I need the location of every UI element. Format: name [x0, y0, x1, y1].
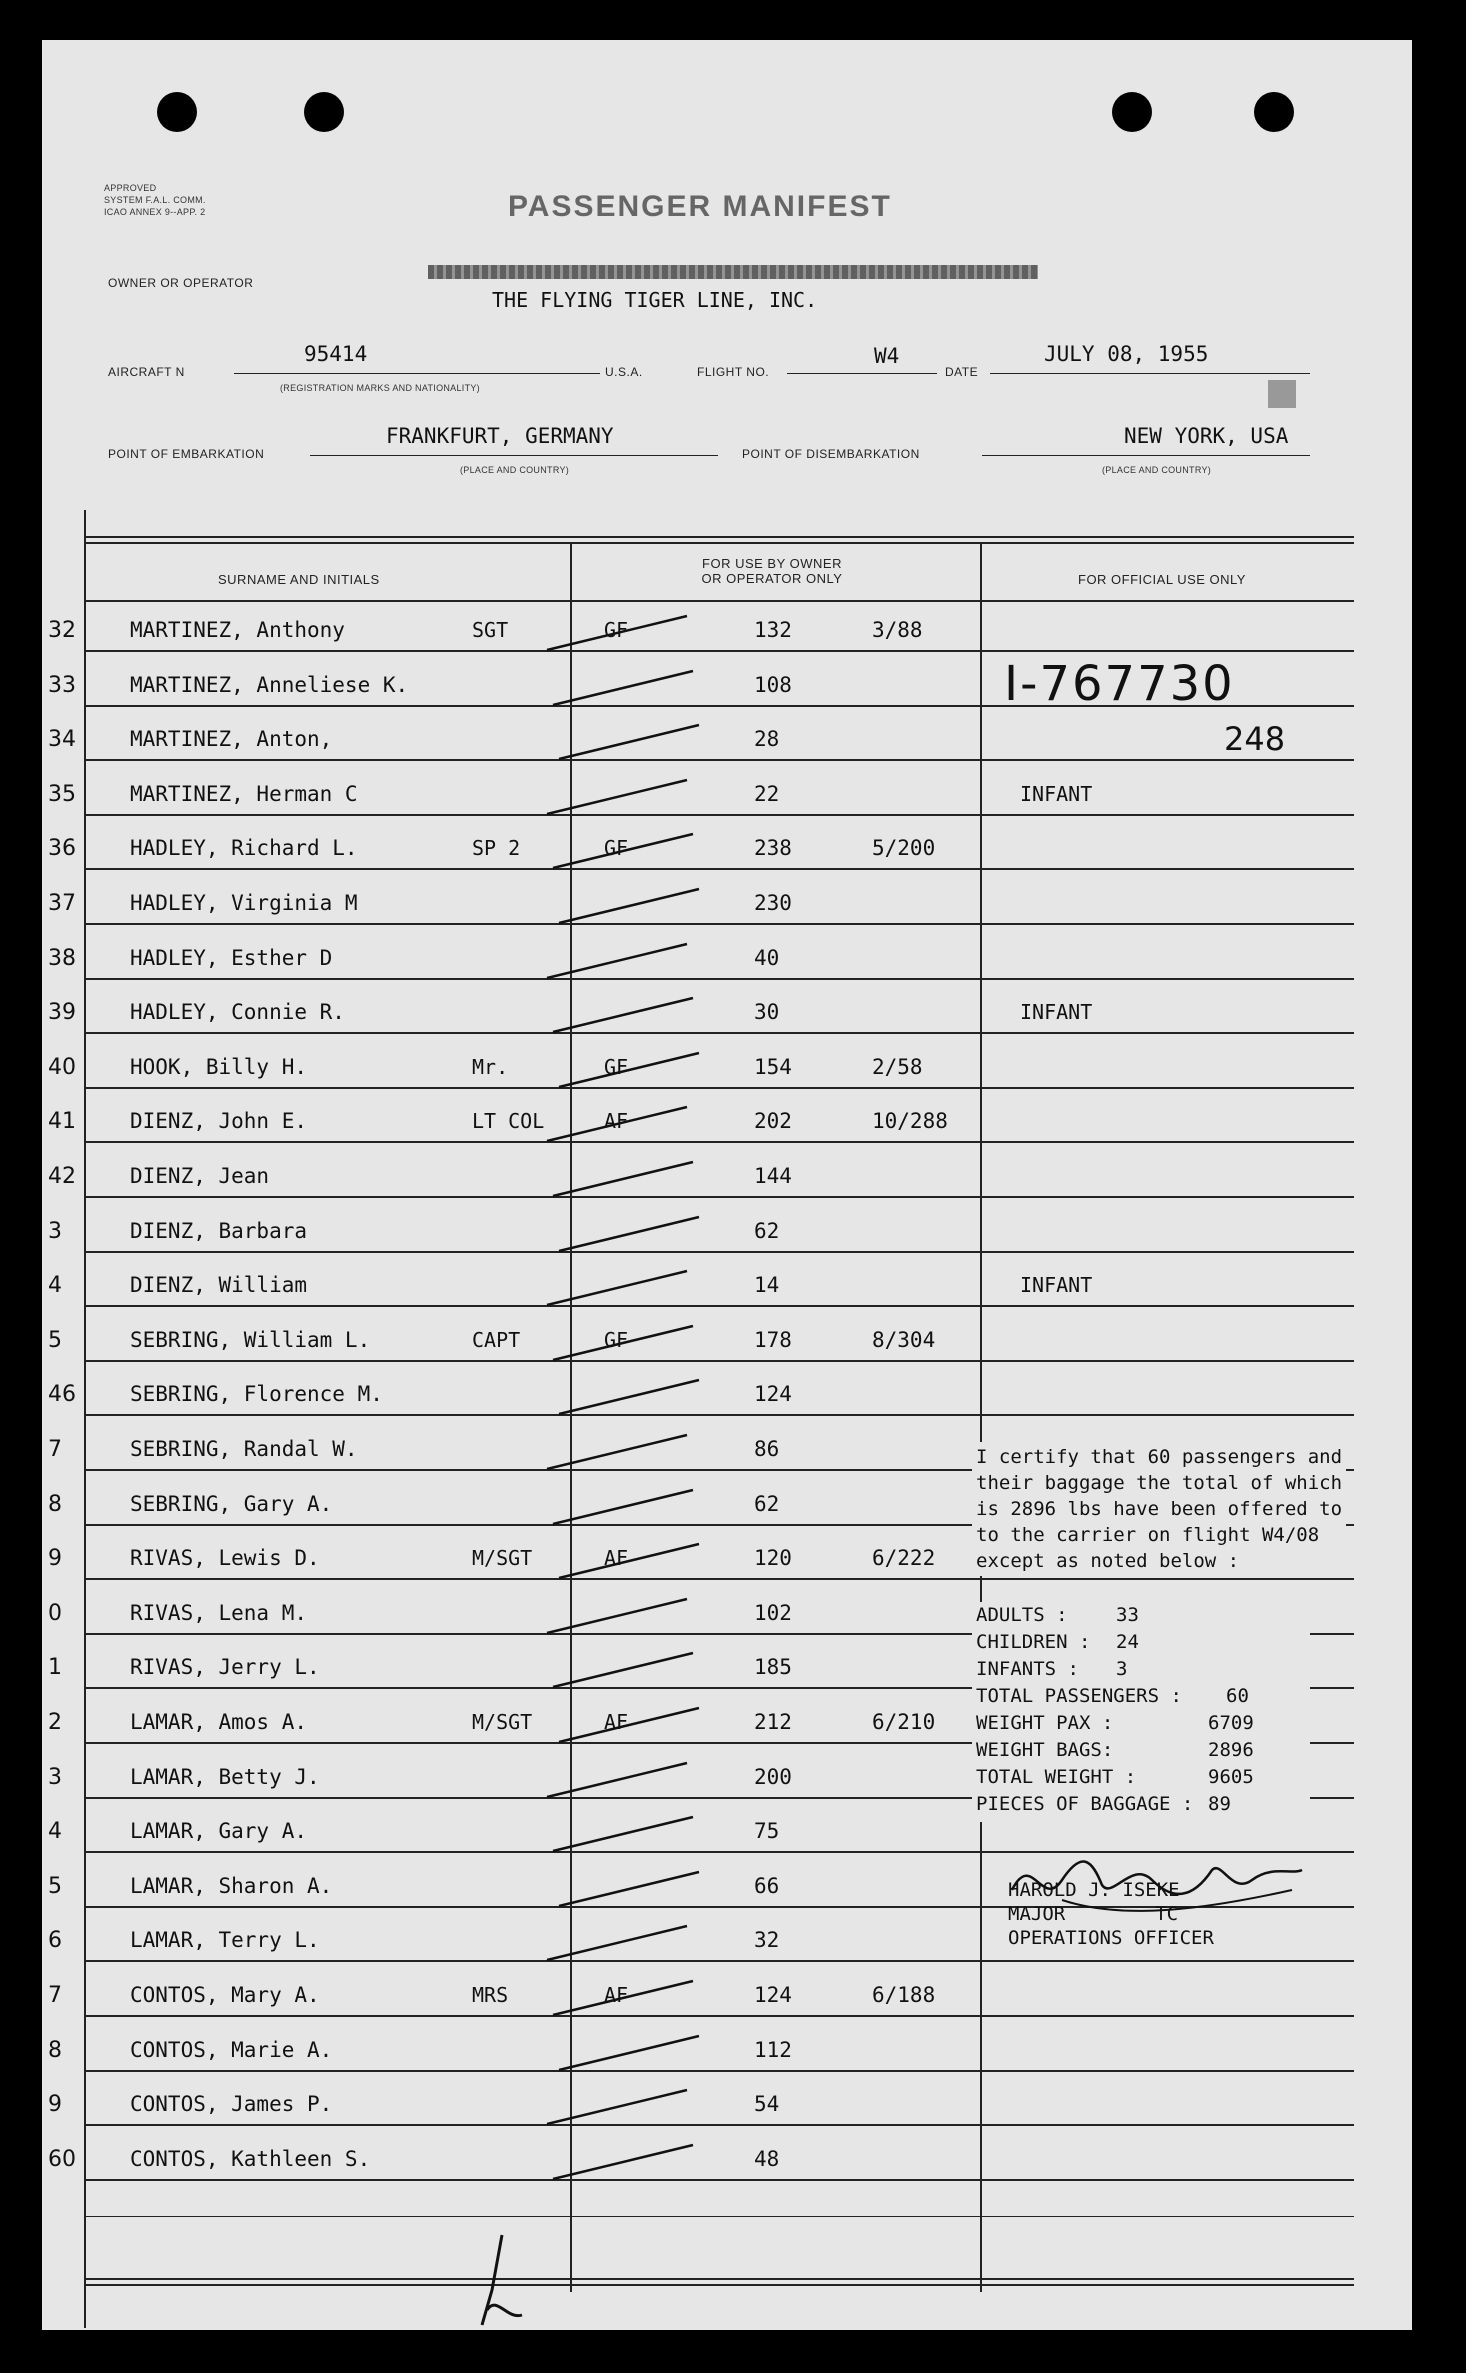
passenger-name: LAMAR, Betty J. — [130, 1764, 320, 1789]
passenger-weight: 212 — [754, 1710, 792, 1734]
check-mark — [537, 1039, 737, 1099]
manifest-sheet — [42, 40, 1412, 2330]
table-row — [42, 2080, 1412, 2134]
passenger-weight: 124 — [754, 1983, 792, 2007]
passenger-name: HOOK, Billy H. — [130, 1054, 308, 1079]
check-mark — [537, 930, 737, 990]
table-row — [42, 1261, 1412, 1315]
date-label: DATE — [945, 365, 979, 379]
passenger-weight: 108 — [754, 672, 792, 697]
summary-label: WEIGHT BAGS: — [976, 1739, 1114, 1761]
passenger-rank: M/SGT — [472, 1546, 533, 1571]
passenger-name: SEBRING, Florence M. — [130, 1382, 383, 1407]
row-number: 41 — [48, 1109, 76, 1135]
check-mark — [537, 984, 737, 1044]
passenger-weight: 30 — [754, 1000, 780, 1025]
certification-block: I certify that 60 passengers and their baggage the total of which is 2896 lbs have been offered to to the carrier on flight W4/08 except as noted below : — [972, 1442, 1346, 1576]
handwritten-number: 248 — [1224, 720, 1286, 758]
row-number: 33 — [48, 672, 76, 698]
passenger-rank: Mr. — [472, 1054, 509, 1079]
check-mark — [537, 2022, 737, 2082]
flight-date: JULY 08, 1955 — [1044, 342, 1209, 366]
row-number: 9 — [48, 2092, 62, 2118]
signer-name: HAROLD J. ISEKE — [1008, 1879, 1180, 1901]
passenger-weight: 202 — [754, 1109, 792, 1134]
check-mark — [537, 1694, 737, 1754]
approval-note: APPROVED SYSTEM F.A.L. COMM. ICAO ANNEX 9--APP. 2 — [104, 183, 206, 217]
disembarkation-label: POINT OF DISEMBARKATION — [742, 447, 920, 461]
pen-mark — [462, 2230, 542, 2330]
summary-label: TOTAL PASSENGERS : — [976, 1685, 1182, 1707]
check-mark — [537, 602, 737, 662]
passenger-weight: 144 — [754, 1164, 792, 1188]
passenger-name: CONTOS, James P. — [130, 2092, 333, 2117]
passenger-name: SEBRING, Randal W. — [130, 1437, 358, 1461]
passenger-name: MARTINEZ, Anton, — [130, 727, 333, 752]
passenger-name: LAMAR, Amos A. — [130, 1710, 308, 1734]
passenger-weight: 112 — [754, 2037, 792, 2062]
summary-line — [976, 1658, 1306, 1685]
table-row — [42, 2135, 1412, 2189]
check-mark — [537, 2131, 737, 2191]
usa-label: U.S.A. — [605, 365, 643, 379]
punch-hole — [1112, 92, 1152, 132]
check-mark — [537, 875, 737, 935]
owner-label: OWNER OR OPERATOR — [108, 276, 254, 290]
summary-line — [976, 1793, 1306, 1820]
row-number: 8 — [48, 2037, 62, 2063]
row-number: 4 — [48, 1819, 62, 1845]
passenger-name: DIENZ, Barbara — [130, 1218, 308, 1243]
service-code: AF — [604, 1546, 629, 1571]
row-number: 1 — [48, 1655, 62, 1681]
disembarkation-place: NEW YORK, USA — [1124, 424, 1289, 448]
row-number: 40 — [48, 1054, 76, 1080]
official-note: INFANT — [1020, 781, 1093, 806]
row-number: 32 — [48, 618, 76, 643]
passenger-name: MARTINEZ, Anthony — [130, 618, 345, 642]
passenger-weight: 40 — [754, 945, 780, 970]
check-mark — [537, 1639, 737, 1699]
table-row — [42, 988, 1412, 1042]
check-mark — [537, 1803, 737, 1863]
passenger-name: RIVAS, Lena M. — [130, 1600, 308, 1625]
summary-value: 3 — [1116, 1658, 1128, 1680]
row-number: 3 — [48, 1764, 62, 1790]
passenger-name: CONTOS, Mary A. — [130, 1983, 320, 2007]
passenger-weight: 230 — [754, 891, 792, 915]
passenger-name: SEBRING, Gary A. — [130, 1491, 333, 1516]
baggage-count: 6/210 — [872, 1710, 936, 1734]
summary-value: 60 — [1226, 1685, 1249, 1707]
check-mark — [537, 766, 737, 826]
stamp-mark — [1268, 380, 1296, 408]
place-caption: (PLACE AND COUNTRY) — [1102, 465, 1212, 475]
passenger-name: CONTOS, Kathleen S. — [130, 2146, 371, 2171]
check-mark — [537, 2076, 737, 2136]
official-note: INFANT — [1020, 1000, 1093, 1025]
summary-value: 24 — [1116, 1631, 1139, 1653]
check-mark — [537, 657, 737, 717]
row-number: 8 — [48, 1491, 62, 1517]
summary-line — [976, 1685, 1306, 1712]
passenger-weight: 48 — [754, 2146, 780, 2171]
signer-branch: TC — [1155, 1903, 1179, 1925]
passenger-name: MARTINEZ, Herman C — [130, 781, 358, 806]
check-mark — [537, 1093, 737, 1153]
passenger-weight: 178 — [754, 1327, 792, 1352]
passenger-weight: 62 — [754, 1491, 780, 1516]
struck-out-text — [428, 265, 1038, 279]
row-number: 34 — [48, 727, 76, 753]
passenger-name: LAMAR, Terry L. — [130, 1928, 320, 1953]
passenger-weight: 154 — [754, 1054, 792, 1079]
summary-value: 89 — [1208, 1793, 1231, 1815]
baggage-count: 8/304 — [872, 1327, 936, 1352]
passenger-weight: 62 — [754, 1218, 780, 1243]
flight-number: W4 — [874, 344, 900, 368]
check-mark — [537, 1912, 737, 1972]
passenger-name: RIVAS, Jerry L. — [130, 1655, 320, 1680]
summary-line — [976, 1766, 1306, 1793]
row-number: 35 — [48, 781, 76, 807]
place-caption: (PLACE AND COUNTRY) — [460, 465, 570, 475]
row-number: 60 — [48, 2146, 76, 2172]
baggage-count: 3/88 — [872, 618, 923, 642]
row-number: 42 — [48, 1164, 76, 1189]
row-number: 7 — [48, 1437, 62, 1462]
passenger-weight: 132 — [754, 618, 792, 642]
passenger-weight: 75 — [754, 1819, 780, 1844]
passenger-name: HADLEY, Connie R. — [130, 1000, 345, 1025]
service-code: GF — [604, 618, 629, 642]
column-header-surname: SURNAME AND INITIALS — [218, 572, 380, 587]
passenger-name: DIENZ, Jean — [130, 1164, 270, 1188]
check-mark — [537, 1148, 737, 1208]
punch-hole — [304, 92, 344, 132]
punch-hole — [157, 92, 197, 132]
check-mark — [537, 1366, 737, 1426]
table-row — [42, 1097, 1412, 1151]
passenger-name: LAMAR, Sharon A. — [130, 1873, 333, 1898]
row-number: 0 — [48, 1600, 62, 1626]
baggage-count: 6/188 — [872, 1983, 936, 2007]
table-row — [42, 1152, 1412, 1206]
passenger-weight: 54 — [754, 2092, 780, 2117]
service-code: AF — [604, 1983, 629, 2007]
summary-label: CHILDREN : — [976, 1631, 1091, 1653]
passenger-name: DIENZ, John E. — [130, 1109, 308, 1134]
check-mark — [537, 1749, 737, 1809]
summary-label: ADULTS : — [976, 1604, 1068, 1626]
form-title: PASSENGER MANIFEST — [508, 190, 892, 223]
summary-label: PIECES OF BAGGAGE : — [976, 1793, 1194, 1815]
passenger-weight: 66 — [754, 1873, 780, 1898]
passenger-name: SEBRING, William L. — [130, 1327, 371, 1352]
passenger-weight: 102 — [754, 1600, 792, 1625]
check-mark — [537, 1585, 737, 1645]
passenger-name: HADLEY, Esther D — [130, 945, 333, 970]
passenger-name: HADLEY, Richard L. — [130, 836, 358, 861]
service-code: GF — [604, 836, 629, 861]
summary-line — [976, 1631, 1306, 1658]
column-header-owner: FOR USE BY OWNER OR OPERATOR ONLY — [701, 556, 843, 586]
aircraft-number: 95414 — [304, 342, 368, 366]
table-row — [42, 1971, 1412, 2025]
row-number: 9 — [48, 1546, 62, 1572]
row-number: 3 — [48, 1218, 62, 1244]
row-number: 5 — [48, 1873, 62, 1899]
row-number: 39 — [48, 1000, 76, 1026]
table-row — [42, 1316, 1412, 1370]
table-row — [42, 1043, 1412, 1097]
official-note: INFANT — [1020, 1273, 1093, 1298]
baggage-count: 6/222 — [872, 1546, 936, 1571]
check-mark — [537, 820, 737, 880]
passenger-weight: 14 — [754, 1273, 780, 1298]
registration-caption: (REGISTRATION MARKS AND NATIONALITY) — [280, 383, 480, 393]
embarkation-label: POINT OF EMBARKATION — [108, 447, 265, 461]
table-row — [42, 824, 1412, 878]
passenger-name: DIENZ, William — [130, 1273, 308, 1298]
summary-label: WEIGHT PAX : — [976, 1712, 1114, 1734]
passenger-rank: SP 2 — [472, 836, 521, 861]
summary-label: TOTAL WEIGHT : — [976, 1766, 1137, 1788]
table-row — [42, 606, 1412, 660]
row-number: 37 — [48, 891, 76, 916]
check-mark — [537, 1858, 737, 1918]
passenger-rank: MRS — [472, 1983, 509, 2007]
passenger-weight: 86 — [754, 1437, 780, 1461]
passenger-weight: 32 — [754, 1928, 780, 1953]
summary-label: INFANTS : — [976, 1658, 1079, 1680]
signer-block — [1008, 1878, 1214, 1950]
passenger-rank: SGT — [472, 618, 509, 642]
flight-label: FLIGHT NO. — [697, 365, 770, 379]
service-code: GF — [604, 1054, 629, 1079]
summary-line — [976, 1739, 1306, 1766]
check-mark — [537, 1476, 737, 1536]
table-row — [42, 2026, 1412, 2080]
table-row — [42, 879, 1412, 933]
summary-value: 2896 — [1208, 1739, 1254, 1761]
row-number: 36 — [48, 836, 76, 862]
summary-value: 9605 — [1208, 1766, 1254, 1788]
check-mark — [537, 1312, 737, 1372]
check-mark — [537, 1530, 737, 1590]
passenger-summary — [972, 1602, 1310, 1822]
passenger-name: HADLEY, Virginia M — [130, 891, 358, 915]
table-row — [42, 1207, 1412, 1261]
check-mark — [537, 1421, 737, 1481]
column-header-official: FOR OFFICIAL USE ONLY — [1078, 572, 1246, 587]
passenger-rank: M/SGT — [472, 1710, 533, 1734]
summary-line — [976, 1712, 1306, 1739]
table-row — [42, 715, 1412, 769]
row-number: 2 — [48, 1710, 62, 1735]
embarkation-place: FRANKFURT, GERMANY — [386, 424, 614, 448]
passenger-weight: 124 — [754, 1382, 792, 1407]
row-number: 46 — [48, 1382, 76, 1408]
passenger-weight: 238 — [754, 836, 792, 861]
check-mark — [537, 1967, 737, 2027]
check-mark — [537, 1203, 737, 1263]
passenger-name: MARTINEZ, Anneliese K. — [130, 672, 409, 697]
summary-line — [976, 1604, 1306, 1631]
passenger-weight: 120 — [754, 1546, 792, 1571]
summary-value: 33 — [1116, 1604, 1139, 1626]
table-row — [42, 770, 1412, 824]
table-row — [42, 1370, 1412, 1424]
row-number: 5 — [48, 1327, 62, 1353]
row-number: 6 — [48, 1928, 62, 1954]
aircraft-label: AIRCRAFT N — [108, 365, 185, 379]
passenger-rank: CAPT — [472, 1327, 521, 1352]
signer-title: OPERATIONS OFFICER — [1008, 1927, 1214, 1949]
row-number: 38 — [48, 945, 76, 971]
passenger-weight: 22 — [754, 781, 780, 806]
baggage-count: 10/288 — [872, 1109, 948, 1134]
baggage-count: 2/58 — [872, 1054, 923, 1079]
service-code: GF — [604, 1327, 629, 1352]
service-code: AF — [604, 1710, 629, 1734]
passenger-weight: 200 — [754, 1764, 792, 1789]
passenger-rank: LT COL — [472, 1109, 545, 1134]
owner-name: THE FLYING TIGER LINE, INC. — [492, 288, 818, 312]
row-number: 4 — [48, 1273, 62, 1299]
signer-rank: MAJOR — [1008, 1903, 1066, 1925]
handwritten-id: I-767730 — [1004, 656, 1235, 712]
service-code: AF — [604, 1109, 629, 1134]
table-row — [42, 934, 1412, 988]
summary-value: 6709 — [1208, 1712, 1254, 1734]
passenger-name: LAMAR, Gary A. — [130, 1819, 308, 1844]
check-mark — [537, 711, 737, 771]
punch-hole — [1254, 92, 1294, 132]
passenger-weight: 28 — [754, 727, 780, 752]
row-number: 7 — [48, 1983, 62, 2008]
baggage-count: 5/200 — [872, 836, 936, 861]
check-mark — [537, 1257, 737, 1317]
passenger-name: CONTOS, Marie A. — [130, 2037, 333, 2062]
passenger-weight: 185 — [754, 1655, 792, 1680]
passenger-name: RIVAS, Lewis D. — [130, 1546, 320, 1571]
